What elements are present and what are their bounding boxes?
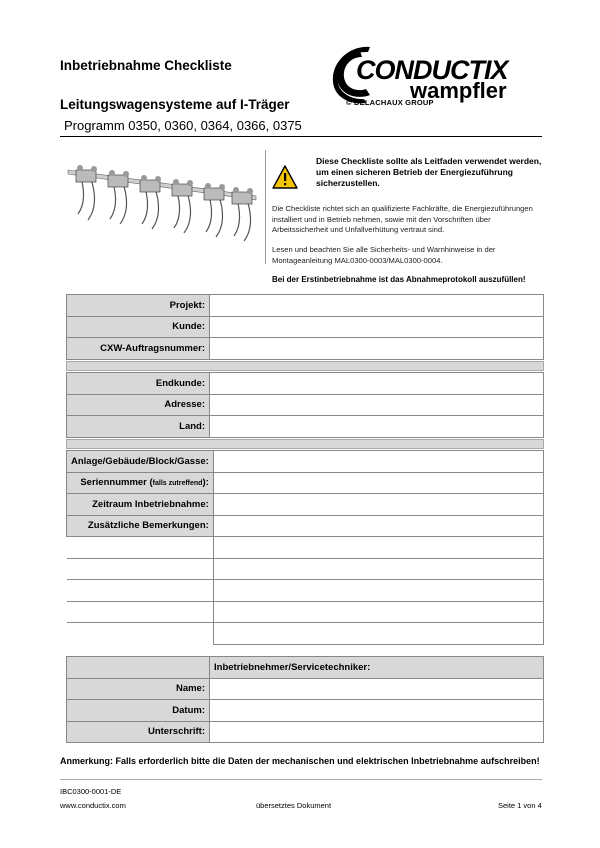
intro-paragraph-2: Lesen und beachten Sie alle Sicherheits- und Warnhinweise in der Montageanleitung MAL0300-0003/MAL0300-0004. xyxy=(272,245,496,265)
program-line: Programm 0350, 0360, 0364, 0366, 0375 xyxy=(64,118,302,133)
field-datum[interactable] xyxy=(210,700,544,722)
footer-page: Seite 1 von 4 xyxy=(498,801,542,810)
document-title: Inbetriebnahme Checkliste xyxy=(60,58,232,73)
field-seriennummer[interactable] xyxy=(213,472,543,494)
label-land: Land: xyxy=(67,416,210,438)
field-anlage[interactable] xyxy=(213,451,543,473)
label-name: Name: xyxy=(67,678,210,700)
intro-paragraph-3: Bei der Erstinbetriebnahme ist das Abnahmeprotokoll auszufüllen! xyxy=(272,275,526,284)
field-projekt[interactable] xyxy=(210,295,544,317)
field-bemerkungen-line[interactable] xyxy=(213,623,543,645)
svg-text:CONDUCTIX: CONDUCTIX xyxy=(356,55,508,85)
footer-website: www.conductix.com xyxy=(60,801,126,810)
label-anlage: Anlage/Gebäude/Block/Gasse: xyxy=(67,451,214,473)
note-text: Anmerkung: Falls erforderlich bitte die Daten der mechanischen und elektrischen Inbetriebnahme aufschreiben! xyxy=(60,756,540,766)
field-bemerkungen-line[interactable] xyxy=(213,537,543,559)
field-land[interactable] xyxy=(210,416,544,438)
form-group-technician xyxy=(66,656,544,743)
field-name[interactable] xyxy=(210,678,544,700)
label-seriennummer: Seriennummer (falls zutreffend): xyxy=(67,472,214,494)
section-spacer xyxy=(66,361,544,371)
header-divider xyxy=(60,136,542,137)
form-group-project xyxy=(66,294,544,360)
warning-text: Diese Checkliste sollte als Leitfaden verwendet werden, um einen sicheren Betrieb der Energiezuführung sicherzustellen. xyxy=(316,156,542,188)
footer-translated: übersetztes Dokument xyxy=(256,801,332,810)
field-endkunde[interactable] xyxy=(210,373,544,395)
intro-divider xyxy=(265,150,266,264)
label-bemerkungen: Zusätzliche Bemerkungen: xyxy=(67,515,214,537)
label-projekt: Projekt: xyxy=(67,295,210,317)
label-adresse: Adresse: xyxy=(67,394,210,416)
label-endkunde: Endkunde: xyxy=(67,373,210,395)
trolley-system-image xyxy=(66,152,262,262)
warning-icon xyxy=(272,165,298,189)
field-kunde[interactable] xyxy=(210,316,544,338)
footer-doc-id: IBC0300-0001-DE xyxy=(60,787,122,796)
technician-header: Inbetriebnehmer/Servicetechniker: xyxy=(210,657,544,679)
field-bemerkungen-line[interactable] xyxy=(213,580,543,602)
label-kunde: Kunde: xyxy=(67,316,210,338)
document-subtitle: Leitungswagensysteme auf I-Träger xyxy=(60,97,290,112)
field-adresse[interactable] xyxy=(210,394,544,416)
footer-divider xyxy=(60,779,542,780)
field-bemerkungen[interactable] xyxy=(213,515,543,537)
label-zeitraum: Zeitraum Inbetriebnahme: xyxy=(67,494,214,516)
field-bemerkungen-line[interactable] xyxy=(213,601,543,623)
section-spacer xyxy=(66,439,544,449)
form-group-endcustomer xyxy=(66,372,544,438)
svg-text:wampfler: wampfler xyxy=(410,78,507,103)
delachaux-group-label: © DELACHAUX GROUP xyxy=(346,98,434,107)
field-unterschrift[interactable] xyxy=(210,721,544,743)
field-bemerkungen-line[interactable] xyxy=(213,558,543,580)
field-auftragsnummer[interactable] xyxy=(210,338,544,360)
intro-paragraph-1: Die Checkliste richtet sich an qualifizierte Fachkräfte, die Energiezuführungen installiert und in Betrieb nehmen, sowie mit den Vorschriften über Arbeitssicherheit und Unfallverhütung vertraut sind. xyxy=(272,204,533,235)
field-zeitraum[interactable] xyxy=(213,494,543,516)
label-datum: Datum: xyxy=(67,700,210,722)
label-unterschrift: Unterschrift: xyxy=(67,721,210,743)
label-auftragsnummer: CXW-Auftragsnummer: xyxy=(67,338,210,360)
form-group-installation xyxy=(66,450,544,645)
